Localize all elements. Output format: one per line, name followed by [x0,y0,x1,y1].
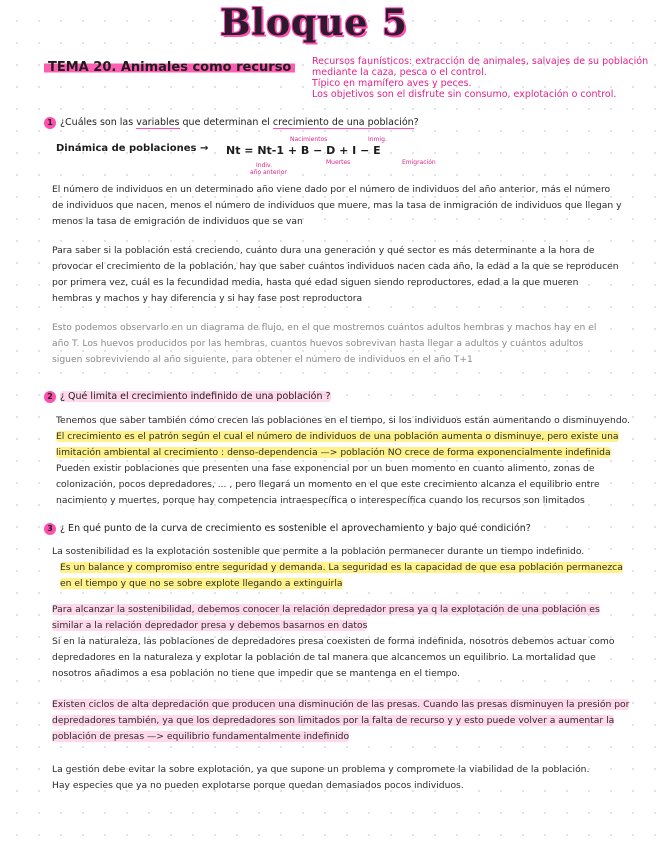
question-1: 1 ¿Cuáles son las variables que determinan el crecimiento de una población? [44,116,419,130]
keyword: variables [136,117,180,128]
formula-label: Inmig. [368,136,387,143]
formula: Nt = Nt-1 + B − D + I − E [226,144,381,157]
header-notes [312,56,648,100]
formula-label: Emigración [402,159,436,166]
q1-paragraph-3: Esto podemos observarlo en un diagrama de flujo, en el que mostremos cuántos adultos hembras y machos hay en el año T. Los huevos producidos por las hembras, cuantos huevos sobrevivan hasta llegar a adultos y cuántos adultos siguen sobreviviendo al año siguiente, para obtener el número de individuos en el año T+1 [52,322,597,365]
note-line: Los objetivos son el disfrute sin consumo, explotación o control. [312,89,617,100]
question-number: 2 [44,391,56,403]
formula-label: Muertes [326,159,351,166]
question-number: 3 [44,523,56,535]
q1-paragraph-1: El número de individuos en un determinado año viene dado por el número de individuos del año anterior, más el número de individuos que nacen, menos el número de individuos que muere, mas la tasa de inmigración de individuos que llegan y menos la tasa de emigración de individuos que se van [52,184,622,227]
question-number: 1 [44,117,56,129]
page-title: Bloque 5 [220,2,408,44]
question-2: 2 ¿ Qué limita el crecimiento indefinido de una población ? [44,390,331,404]
keyword: crecimiento de una población [272,117,414,128]
note-line: mediante la caza, pesca o el control. [312,67,487,78]
q3-paragraph-1: La sostenibilidad es la explotación sostenible que permite a la población permanecer durante un tiempo indefinido. Es un balance y compromiso entre seguridad y demanda. La seguridad es la capacidad de que esa población permanezca en el tiempo y que no se sobre explote llegando a extinguirla [52,546,623,589]
q3-paragraph-4: La gestión debe evitar la sobre explotación, ya que supone un problema y compromete la viabilidad de la población. Hay especies que ya no pueden explotarse porque quedan demasiados pocos individuos. [52,764,590,791]
note-line: Recursos faunísticos: extracción de animales, salvajes de su población [312,56,649,67]
formula-label: Indiv. [256,162,273,169]
formula-block [226,132,456,180]
formula-label: Nacimientos [290,136,328,143]
formula-label: año anterior [250,169,287,176]
q1-paragraph-2: Para saber si la población está creciendo, cuánto dura una generación y qué sector es más determinante a la hora de provocar el crecimiento de la población, hay que saber cuántos individuos nacen cada año, la edad a la que se reproducen por primera vez, cuál es la fecundidad media, hasta qué edad siguen siendo reproductores, edad a la que mueren hembras y machos y hay diferencia y si hay fase post reproductora [52,245,619,304]
note-line: Típico en mamífero aves y peces. [312,78,472,89]
tema-heading: TEMA 20. Animales como recurso [44,60,295,75]
q2-paragraph: Tenemos que saber también cómo crecen las poblaciones en el tiempo, si los individuos están aumentando o disminuyendo. El crecimiento es el patrón según el cual el número de individuos de una población aumenta o disminuye, pero existe una limitación ambiental al crecimiento : denso-dependencia —> población NO crece de forma exponencialmente indefinida Pueden existir poblaciones que presenten una fase exponencial por un buen momento en cuanto alimento, zonas de colonización, pocos depredadores, ... , pero llegará un momento en el que este crecimiento alcanza el equilibrio entre nacimiento y muertes, porque hay competencia intraespecífica o interespecífica cuando los recursos son limitados [56,415,631,506]
question-3: 3 ¿ En qué punto de la curva de crecimiento es sostenible el aprovechamiento y bajo qué condición? [44,522,531,536]
dinamica-label: Dinámica de poblaciones → [56,143,209,154]
q3-paragraph-2: Para alcanzar la sostenibilidad, debemos conocer la relación depredador presa ya q la explotación de una población es similar a la relación depredador presa y debemos basarnos en datos Si en la naturaleza, las poblaciones de depredadores presa coexisten de forma indefinida, nosotros debemos actuar como depredadores en la naturaleza y explotar la población de tal manera que alcancemos un equilibrio. La mortalidad que nosotros añadimos a esa población no tiene que impedir que se mantenga en el tiempo. [52,604,615,679]
q3-paragraph-3: Existen ciclos de alta depredación que producen una disminución de las presas. Cuando las presas disminuyen la presión por depredadores también, ya que los depredadores son limitados por la falta de recurso y y esto puede volver a aumentar la población de presas —> equilibrio fundamentalmente indefinido [52,699,630,742]
